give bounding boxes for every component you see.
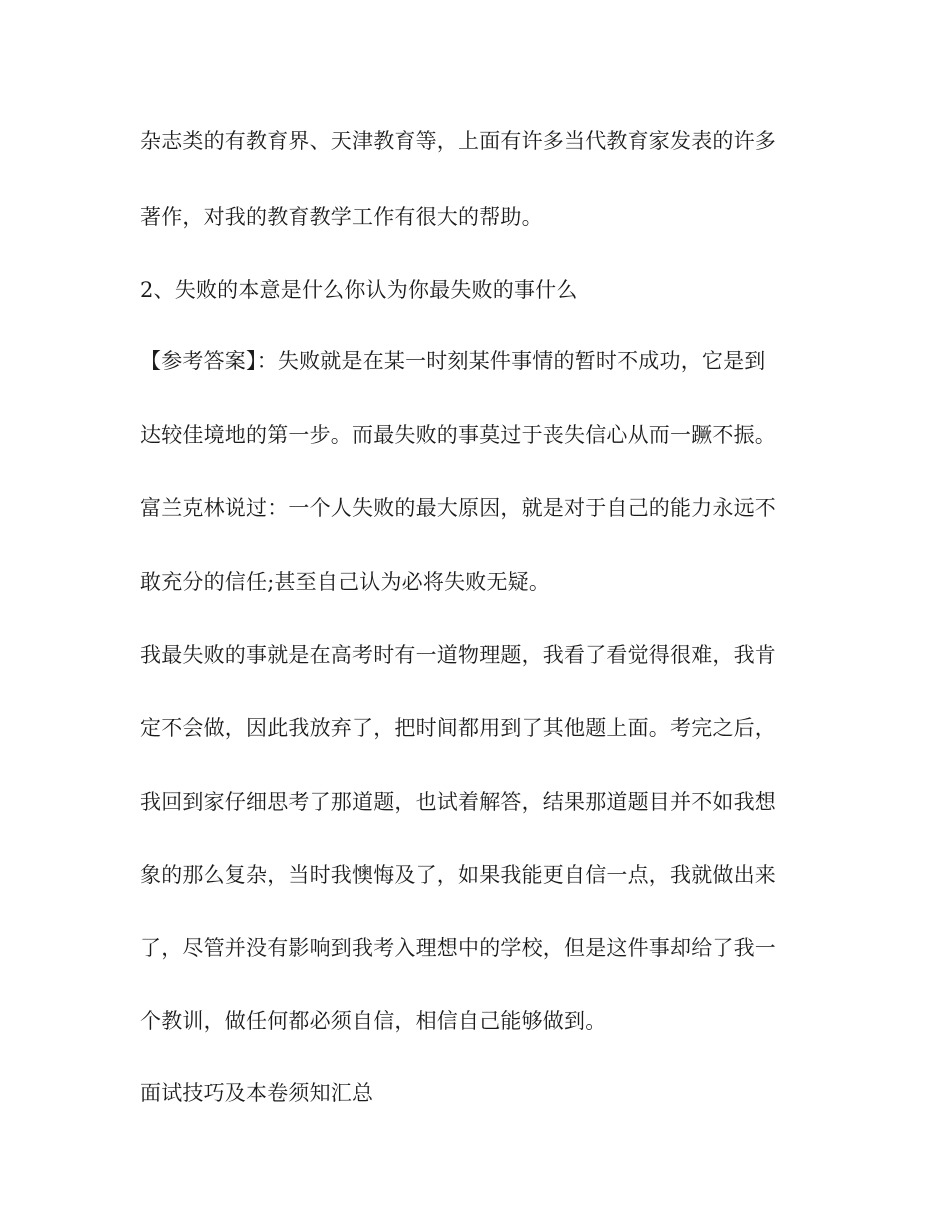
answer-text-line: 个教训，做任何都必须自信，相信自己能够做到。: [140, 1009, 607, 1033]
answer-text-line: 我最失败的事就是在高考时有一道物理题，我看了看觉得很难，我肯: [140, 643, 776, 667]
answer-text-line: 达较佳境地的第一步。而最失败的事莫过于丧失信心从而一蹶不振。: [140, 423, 776, 447]
answer-text-line: 富兰克林说过：一个人失败的最大原因，就是对于自己的能力永远不: [140, 496, 776, 520]
text-line: 杂志类的有教育界、天津教育等，上面有许多当代教育家发表的许多: [140, 129, 776, 153]
answer-text-line: 我回到家仔细思考了那道题，也试着解答，结果那道题目并不如我想: [140, 790, 776, 814]
question-heading: 2、失败的本意是什么你认为你最失败的事什么: [140, 278, 578, 302]
section-heading: 面试技巧及本卷须知汇总: [140, 1081, 374, 1105]
answer-text-line: 【参考答案】：失败就是在某一时刻某件事情的暂时不成功，它是到: [140, 349, 766, 373]
answer-text-line: 定不会做，因此我放弃了，把时间都用到了其他题上面。考完之后，: [140, 716, 776, 740]
answer-text-line: 了，尽管并没有影响到我考入理想中的学校，但是这件事却给了我一: [140, 936, 776, 960]
answer-text-line: 敢充分的信任;甚至自己认为必将失败无疑。: [140, 570, 551, 594]
text-line: 著作，对我的教育教学工作有很大的帮助。: [140, 205, 543, 229]
answer-text-line: 象的那么复杂，当时我懊悔及了，如果我能更自信一点，我就做出来: [140, 863, 776, 887]
